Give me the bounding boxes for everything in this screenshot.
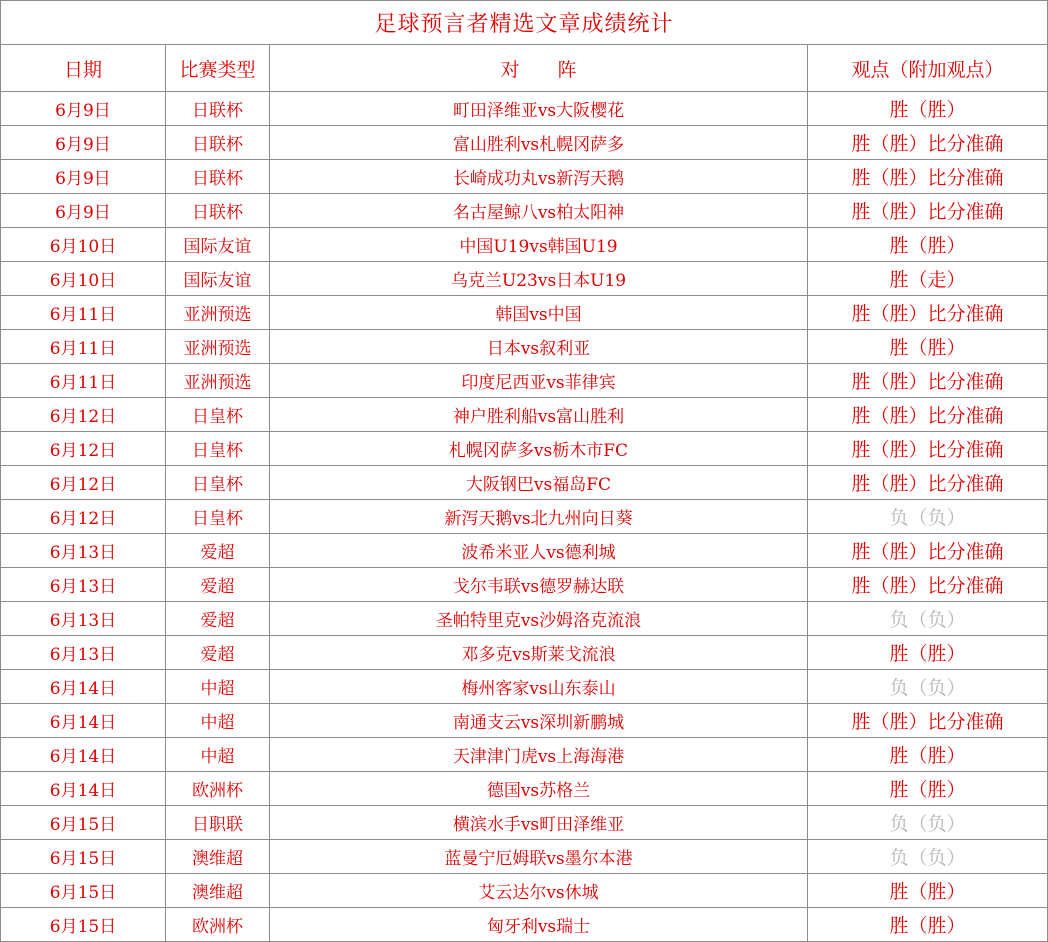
- match-cell: 横滨水手vs町田泽维亚: [270, 806, 808, 840]
- match-cell: 新泻天鹅vs北九州向日葵: [270, 500, 808, 534]
- view-cell: 胜（胜）比分准确: [808, 466, 1048, 500]
- match-type-cell: 亚洲预选: [166, 364, 270, 398]
- view-cell: 胜（胜）: [808, 874, 1048, 908]
- match-cell: 富山胜利vs札幌冈萨多: [270, 126, 808, 160]
- match-type-cell: 爱超: [166, 568, 270, 602]
- match-type-cell: 日联杯: [166, 92, 270, 126]
- view-cell: 胜（胜）比分准确: [808, 704, 1048, 738]
- table-row: [1, 534, 1048, 568]
- match-type-cell: 爱超: [166, 534, 270, 568]
- date-cell: 6月11日: [1, 330, 166, 364]
- date-cell: 6月14日: [1, 772, 166, 806]
- date-cell: 6月15日: [1, 908, 166, 942]
- match-type-cell: 中超: [166, 738, 270, 772]
- date-cell: 6月14日: [1, 670, 166, 704]
- match-type-cell: 亚洲预选: [166, 330, 270, 364]
- table-row: [1, 636, 1048, 670]
- view-cell: 负（负）: [808, 840, 1048, 874]
- view-cell: 胜（胜）: [808, 738, 1048, 772]
- table-row: [1, 330, 1048, 364]
- table-row: [1, 126, 1048, 160]
- date-cell: 6月9日: [1, 126, 166, 160]
- match-type-cell: 国际友谊: [166, 228, 270, 262]
- match-cell: 乌克兰U23vs日本U19: [270, 262, 808, 296]
- table-row: [1, 806, 1048, 840]
- match-cell: 长崎成功丸vs新泻天鹅: [270, 160, 808, 194]
- date-cell: 6月13日: [1, 534, 166, 568]
- table-row: [1, 228, 1048, 262]
- match-cell: 町田泽维亚vs大阪樱花: [270, 92, 808, 126]
- date-cell: 6月14日: [1, 704, 166, 738]
- date-cell: 6月9日: [1, 160, 166, 194]
- table-row: [1, 398, 1048, 432]
- match-cell: 圣帕特里克vs沙姆洛克流浪: [270, 602, 808, 636]
- table-row: [1, 194, 1048, 228]
- match-cell: 神户胜利船vs富山胜利: [270, 398, 808, 432]
- table-row: [1, 500, 1048, 534]
- match-type-cell: 日联杯: [166, 126, 270, 160]
- view-cell: 胜（胜）: [808, 636, 1048, 670]
- match-type-cell: 爱超: [166, 602, 270, 636]
- match-type-cell: 欧洲杯: [166, 908, 270, 942]
- view-cell: 胜（胜）比分准确: [808, 194, 1048, 228]
- view-cell: 负（负）: [808, 500, 1048, 534]
- match-type-cell: 中超: [166, 670, 270, 704]
- date-cell: 6月15日: [1, 806, 166, 840]
- view-cell: 胜（胜）比分准确: [808, 568, 1048, 602]
- match-cell: 德国vs苏格兰: [270, 772, 808, 806]
- date-cell: 6月9日: [1, 194, 166, 228]
- date-cell: 6月13日: [1, 568, 166, 602]
- date-cell: 6月15日: [1, 874, 166, 908]
- view-cell: 胜（胜）比分准确: [808, 296, 1048, 330]
- date-cell: 6月12日: [1, 398, 166, 432]
- match-cell: 艾云达尔vs休城: [270, 874, 808, 908]
- view-cell: 胜（胜）: [808, 92, 1048, 126]
- date-cell: 6月9日: [1, 92, 166, 126]
- table-row: [1, 704, 1048, 738]
- match-cell: 韩国vs中国: [270, 296, 808, 330]
- table-row: [1, 772, 1048, 806]
- table-row: [1, 160, 1048, 194]
- date-cell: 6月10日: [1, 228, 166, 262]
- match-cell: 大阪钢巴vs福岛FC: [270, 466, 808, 500]
- header-row: [1, 45, 1048, 92]
- match-cell: 札幌冈萨多vs栃木市FC: [270, 432, 808, 466]
- date-cell: 6月15日: [1, 840, 166, 874]
- view-cell: 胜（胜）比分准确: [808, 126, 1048, 160]
- table-row: [1, 670, 1048, 704]
- match-type-cell: 日职联: [166, 806, 270, 840]
- table-body: [1, 92, 1048, 942]
- table-row: [1, 840, 1048, 874]
- match-type-cell: 国际友谊: [166, 262, 270, 296]
- match-type-cell: 欧洲杯: [166, 772, 270, 806]
- match-cell: 匈牙利vs瑞士: [270, 908, 808, 942]
- view-cell: 胜（胜）比分准确: [808, 160, 1048, 194]
- match-cell: 印度尼西亚vs菲律宾: [270, 364, 808, 398]
- match-cell: 戈尔韦联vs德罗赫达联: [270, 568, 808, 602]
- table-row: [1, 602, 1048, 636]
- match-type-cell: 澳维超: [166, 874, 270, 908]
- match-type-cell: 亚洲预选: [166, 296, 270, 330]
- header-match: 对 阵: [270, 45, 808, 92]
- view-cell: 负（负）: [808, 806, 1048, 840]
- view-cell: 胜（胜）: [808, 228, 1048, 262]
- table-row: [1, 874, 1048, 908]
- match-cell: 名古屋鲸八vs柏太阳神: [270, 194, 808, 228]
- header-view: 观点（附加观点）: [808, 45, 1048, 92]
- header-match-type: 比赛类型: [166, 45, 270, 92]
- date-cell: 6月12日: [1, 500, 166, 534]
- table-row: [1, 568, 1048, 602]
- match-cell: 日本vs叙利亚: [270, 330, 808, 364]
- header-date: 日期: [1, 45, 166, 92]
- match-type-cell: 爱超: [166, 636, 270, 670]
- date-cell: 6月12日: [1, 466, 166, 500]
- table-row: [1, 432, 1048, 466]
- table-title: 足球预言者精选文章成绩统计: [1, 1, 1048, 45]
- match-type-cell: 中超: [166, 704, 270, 738]
- match-type-cell: 日皇杯: [166, 500, 270, 534]
- view-cell: 负（负）: [808, 670, 1048, 704]
- match-cell: 南通支云vs深圳新鹏城: [270, 704, 808, 738]
- match-type-cell: 日联杯: [166, 160, 270, 194]
- view-cell: 胜（胜）比分准确: [808, 364, 1048, 398]
- view-cell: 胜（胜）比分准确: [808, 398, 1048, 432]
- date-cell: 6月11日: [1, 364, 166, 398]
- table-row: [1, 466, 1048, 500]
- date-cell: 6月14日: [1, 738, 166, 772]
- match-cell: 天津津门虎vs上海海港: [270, 738, 808, 772]
- view-cell: 胜（胜）比分准确: [808, 534, 1048, 568]
- match-type-cell: 日皇杯: [166, 466, 270, 500]
- date-cell: 6月11日: [1, 296, 166, 330]
- match-cell: 蓝曼宁厄姆联vs墨尔本港: [270, 840, 808, 874]
- match-type-cell: 日联杯: [166, 194, 270, 228]
- date-cell: 6月10日: [1, 262, 166, 296]
- view-cell: 负（负）: [808, 602, 1048, 636]
- match-type-cell: 澳维超: [166, 840, 270, 874]
- table-row: [1, 296, 1048, 330]
- table-row: [1, 738, 1048, 772]
- match-cell: 梅州客家vs山东泰山: [270, 670, 808, 704]
- date-cell: 6月12日: [1, 432, 166, 466]
- view-cell: 胜（走）: [808, 262, 1048, 296]
- view-cell: 胜（胜）: [808, 330, 1048, 364]
- table-row: [1, 262, 1048, 296]
- match-cell: 中国U19vs韩国U19: [270, 228, 808, 262]
- date-cell: 6月13日: [1, 636, 166, 670]
- view-cell: 胜（胜）: [808, 772, 1048, 806]
- date-cell: 6月13日: [1, 602, 166, 636]
- match-type-cell: 日皇杯: [166, 432, 270, 466]
- table-row: [1, 908, 1048, 942]
- table-row: [1, 92, 1048, 126]
- view-cell: 胜（胜）比分准确: [808, 432, 1048, 466]
- match-cell: 波希米亚人vs德利城: [270, 534, 808, 568]
- view-cell: 胜（胜）: [808, 908, 1048, 942]
- match-cell: 邓多克vs斯莱戈流浪: [270, 636, 808, 670]
- match-type-cell: 日皇杯: [166, 398, 270, 432]
- table-row: [1, 364, 1048, 398]
